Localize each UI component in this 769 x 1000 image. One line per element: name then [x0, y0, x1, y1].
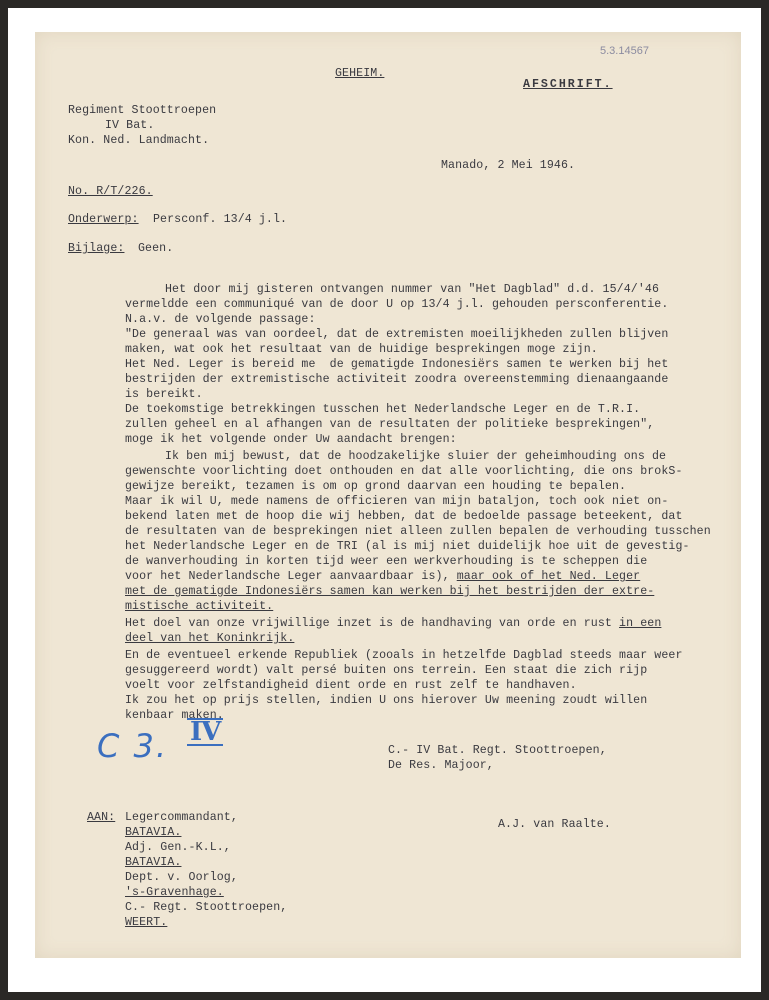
sender-line: Regiment Stoottroepen — [68, 104, 217, 117]
distribution-line: BATAVIA. — [125, 826, 182, 839]
body-line: vermeldde een communiqué van de door U op 13/4 j.l. gehouden persconferentie. — [125, 298, 669, 311]
body-line: En de eventueel erkende Republiek (zooals in hetzelfde Dagblad steeds maar weer — [125, 649, 683, 662]
body-line: de resultaten van de besprekingen niet alleen zullen bepalen de verhouding tusschen — [125, 525, 711, 538]
body-line: Maar ik wil U, mede namens de officieren van mijn bataljon, toch ook niet on- — [125, 495, 669, 508]
body-line: Ik zou het op prijs stellen, indien U ons hierover Uw meening zoudt willen — [125, 694, 648, 707]
body-line: gesuggereerd wordt) valt persé buiten ons terrein. Een staat die zich rijp — [125, 664, 648, 677]
body-line: De toekomstige betrekkingen tusschen het Nederlandsche Leger en de T.R.I. — [125, 403, 641, 416]
body-line: het Nederlandsche Leger en de TRI (al is mij niet duidelijk hoe uit de gevestig- — [125, 540, 690, 553]
document-page — [35, 32, 741, 958]
body-line: Het Ned. Leger is bereid me de gematigde Indonesiërs samen te werken bij het — [125, 358, 669, 371]
body-line-plain: Het doel van onze vrijwillige inzet is de handhaving van orde en rust — [125, 617, 620, 630]
underlined-passage: in een — [619, 617, 662, 630]
body-line: Het door mij gisteren ontvangen nummer van "Het Dagblad" d.d. 15/4/'46 — [165, 283, 660, 296]
underlined-passage: maar ook of het Ned. Leger — [456, 570, 641, 583]
document-number: No. R/T/226. — [68, 185, 153, 198]
distribution-line: Legercommandant, — [125, 811, 238, 824]
distribution-line: C.- Regt. Stoottroepen, — [125, 901, 288, 914]
signature-line: C.- IV Bat. Regt. Stoottroepen, — [388, 744, 607, 757]
distribution-label: AAN: — [87, 811, 116, 824]
underlined-passage: deel van het Koninkrijk. — [125, 632, 295, 645]
sender-line: IV Bat. — [105, 119, 155, 132]
body-line-plain: voor het Nederlandsche Leger aanvaardbaar is), — [125, 570, 457, 583]
handwritten-roman-numeral: IV — [187, 718, 223, 746]
subject-value: Persconf. 13/4 j.l. — [153, 213, 288, 226]
underlined-passage: mistische activiteit. — [125, 600, 274, 613]
body-line: bestrijden der extremistische activiteit zoodra overeenstemming dienaangaande — [125, 373, 669, 386]
body-line: "De generaal was van oordeel, dat de extremisten moeilijkheden zullen blijven — [125, 328, 669, 341]
body-line: zullen geheel en al afhangen van de resultaten der politieke besprekingen", — [125, 418, 655, 431]
archive-reference: 5.3.14567 — [600, 45, 649, 57]
distribution-line: BATAVIA. — [125, 856, 182, 869]
subject-label: Onderwerp: — [68, 213, 139, 226]
signatory-name: A.J. van Raalte. — [498, 818, 611, 831]
body-line: gewijze bereikt, tezamen is om op grond daarvan een houding te bepalen. — [125, 480, 627, 493]
body-line: is bereikt. — [125, 388, 203, 401]
body-line: gewenschte voorlichting doet onthouden en dat alle voorlichting, die ons brokS- — [125, 465, 683, 478]
sender-line: Kon. Ned. Landmacht. — [68, 134, 210, 147]
scan-frame — [8, 8, 761, 992]
underlined-passage: met de gematigde Indonesiërs samen kan werken bij het bestrijden der extre- — [125, 585, 655, 598]
body-line: N.a.v. de volgende passage: — [125, 313, 316, 326]
body-line: Ik ben mij bewust, dat de hoodzakelijke sluier der geheimhouding ons de — [165, 450, 667, 463]
place-date: Manado, 2 Mei 1946. — [441, 159, 576, 172]
enclosure-label: Bijlage: — [68, 242, 125, 255]
signature-line: De Res. Majoor, — [388, 759, 494, 772]
body-line: kenbaar maken. — [125, 709, 224, 722]
distribution-line: Dept. v. Oorlog, — [125, 871, 238, 884]
body-line: de wanverhouding in korten tijd weer een werkverhouding is te scheppen die — [125, 555, 648, 568]
body-line: voelt voor zelfstandigheid dient orde en rust zelf te handhaven. — [125, 679, 577, 692]
distribution-line: Adj. Gen.-K.L., — [125, 841, 231, 854]
handwritten-mark: C 3. — [97, 727, 169, 765]
body-line — [125, 569, 640, 584]
body-line: moge ik het volgende onder Uw aandacht brengen: — [125, 433, 457, 446]
body-line: bekend laten met de hoop die wij hebben, dat de bedoelde passage beteekent, dat — [125, 510, 683, 523]
distribution-line: WEERT. — [125, 916, 168, 929]
body-line — [125, 616, 661, 631]
enclosure-value: Geen. — [138, 242, 174, 255]
copy-marker: AFSCHRIFT. — [523, 78, 613, 91]
distribution-line: 's-Gravenhage. — [125, 886, 224, 899]
body-line: maken, wat ook het resultaat van de huidige besprekingen moge zijn. — [125, 343, 598, 356]
classification-stamp: GEHEIM. — [335, 67, 385, 80]
